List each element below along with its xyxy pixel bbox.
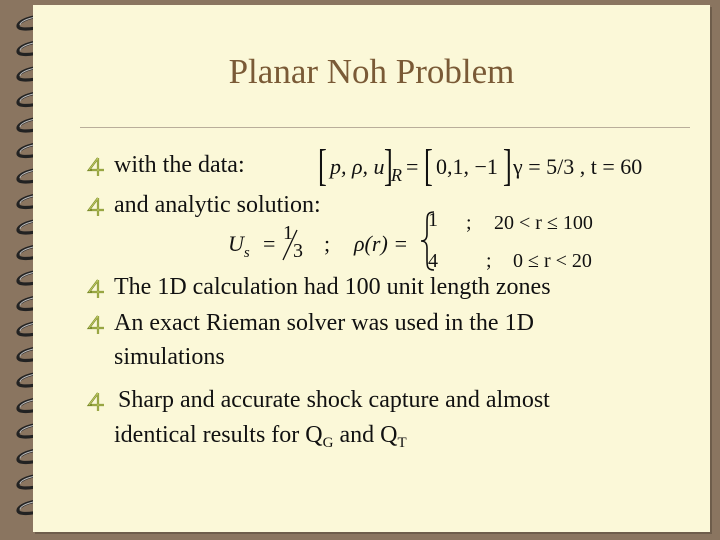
bullet-calculation-text: The 1D calculation had 100 unit length zones [114, 274, 551, 300]
data-sub: R [391, 165, 402, 185]
solution-sep: ; [324, 231, 331, 256]
four-leaf-bullet-icon [86, 197, 106, 217]
data-gamma: γ = 5/3 , t = 60 [513, 154, 643, 179]
case1-val: 1 [428, 209, 438, 231]
four-leaf-bullet-icon [86, 157, 106, 177]
solution-rho: ρ(r) = [354, 231, 409, 256]
bracket-close-2: ] [503, 141, 512, 190]
bracket-open-2: [ [424, 141, 433, 190]
bullet-solver-text: An exact Rieman solver was used in the 1D [114, 310, 534, 336]
case2-cond: 0 ≤ r < 20 [513, 250, 592, 272]
bullet-solver-text-cont: simulations [114, 344, 225, 370]
four-leaf-bullet-icon [86, 315, 106, 335]
bullet-data-text: with the data: [114, 152, 245, 178]
bullet-shock-text: Sharp and accurate shock capture and almost [118, 387, 550, 413]
solution-us: $U_s$ [228, 231, 250, 261]
bracket-open: [ [318, 141, 327, 190]
case2-sep: ; [486, 250, 492, 272]
data-lhs: p, ρ, u [330, 154, 385, 179]
data-eq: = [406, 154, 419, 179]
solution-eq: = [263, 231, 276, 256]
case1-sep: ; [466, 212, 472, 234]
bullet-shock-text-cont: identical results for $Q_G$ and $Q_T$ [114, 422, 407, 451]
data-rhs: 0,1, −1 [436, 154, 498, 179]
title-divider [80, 127, 690, 128]
case1-cond: 20 < r ≤ 100 [494, 212, 593, 234]
bullet-solution-text: and analytic solution: [114, 192, 321, 218]
four-leaf-bullet-icon [86, 392, 106, 412]
bracket-close: ] [384, 141, 393, 190]
case2-val: 4 [428, 250, 438, 272]
solution-num: 1 [283, 222, 293, 244]
slide-title: Planar Noh Problem [228, 52, 515, 91]
solution-den: 3 [293, 240, 303, 262]
four-leaf-bullet-icon [86, 279, 106, 299]
